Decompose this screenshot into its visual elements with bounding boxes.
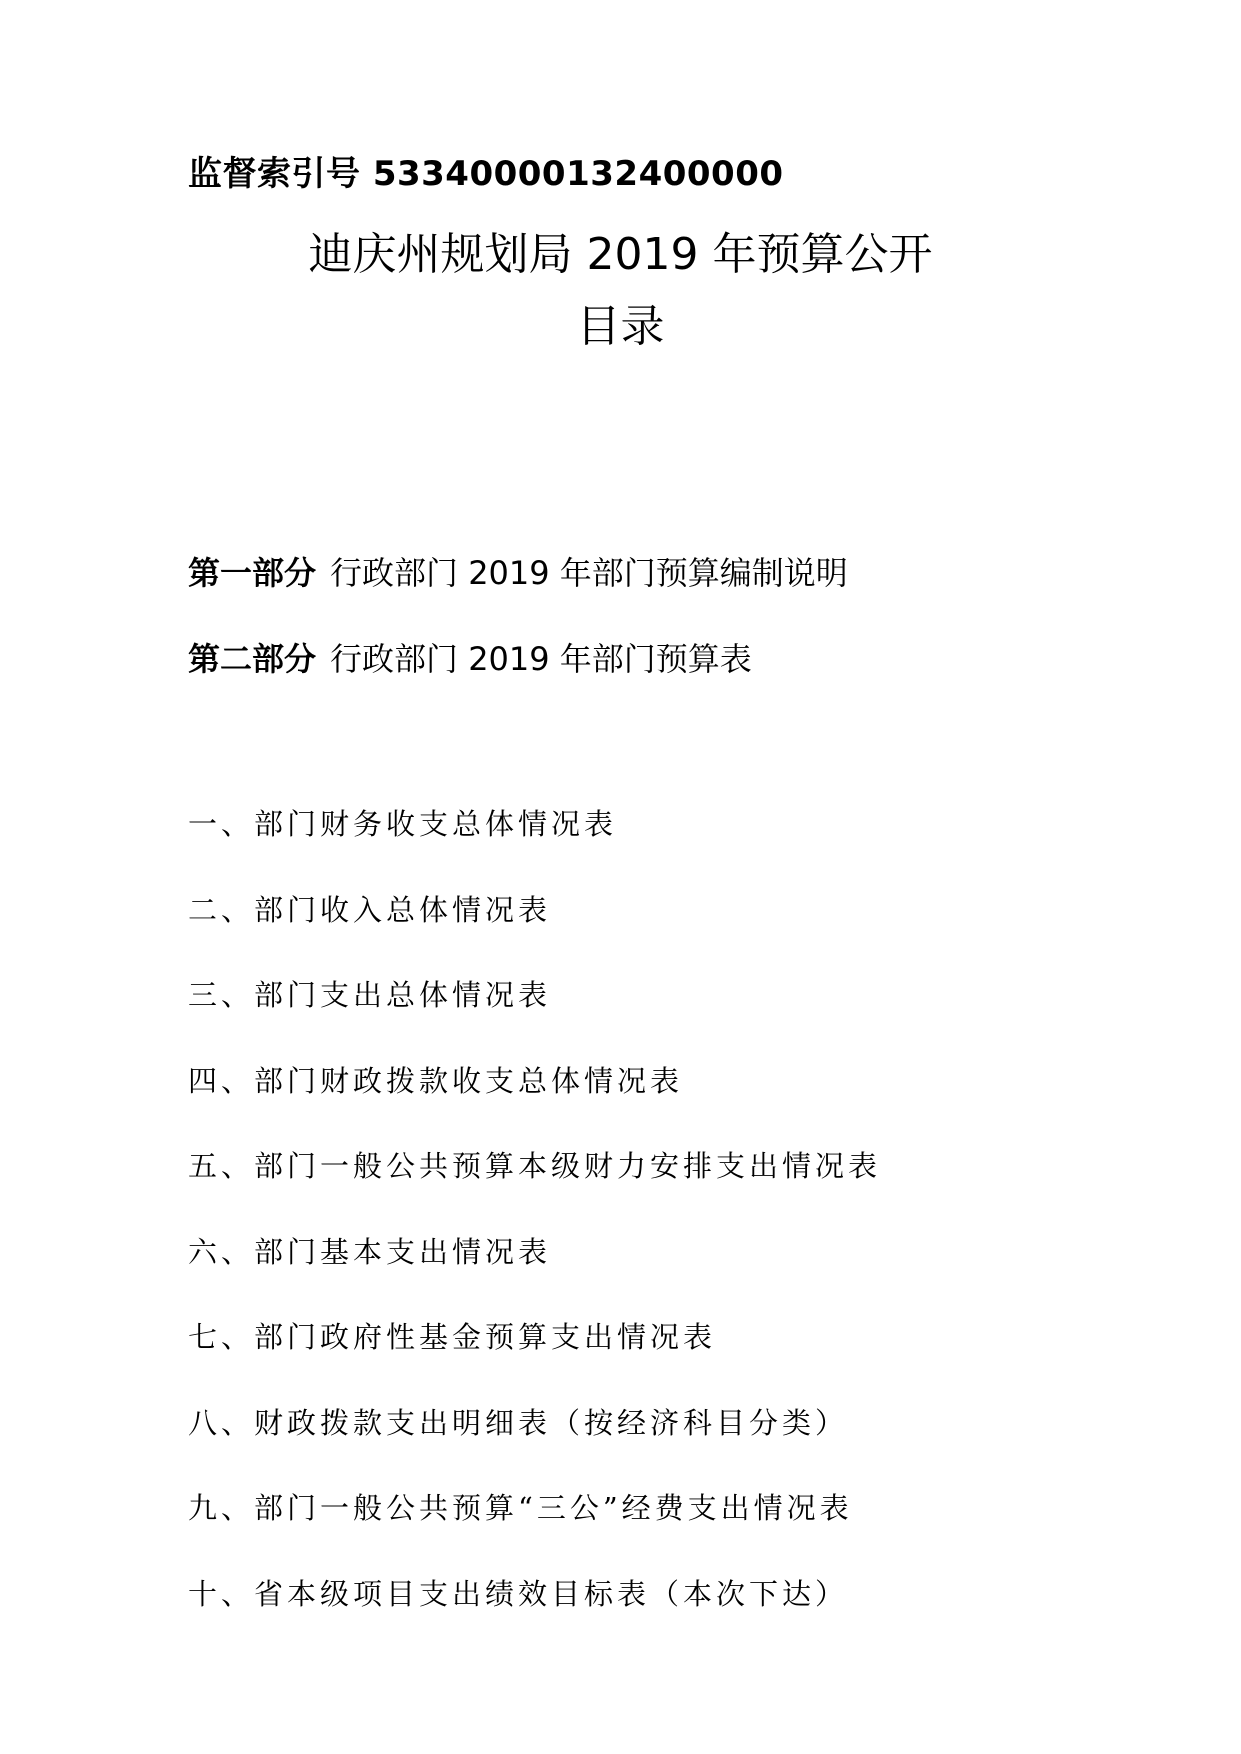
toc-item: 四、部门财政拨款收支总体情况表 [188,1063,684,1098]
toc-item: 十、省本级项目支出绩效目标表（本次下达） [188,1576,849,1611]
part-two-number: 第二部分 [188,640,317,678]
part-one-heading [188,548,848,594]
toc-item: 七、部门政府性基金预算支出情况表 [188,1320,717,1354]
toc-item: 九、部门一般公共预算“三公”经费支出情况表 [188,1491,853,1525]
document-title: 迪庆州规划局 2019 年预算公开 [308,229,933,280]
toc-item: 一、部门财务收支总体情况表 [188,807,618,841]
part-one-number: 第一部分 [188,554,317,592]
toc-item: 三、部门支出总体情况表 [188,978,552,1012]
toc-item: 八、财政拨款支出明细表（按经济科目分类） [188,1405,849,1440]
part-two-heading [188,634,752,680]
part-two-text: 行政部门 2019 年部门预算表 [330,640,752,678]
toc-item: 五、部门一般公共预算本级财力安排支出情况表 [188,1149,882,1183]
toc-item: 二、部门收入总体情况表 [188,892,552,927]
table-of-contents [188,806,881,1661]
document-subtitle: 目录 [576,301,665,352]
part-one-text: 行政部门 2019 年部门预算编制说明 [330,554,848,592]
toc-item: 六、部门基本支出情况表 [188,1234,552,1269]
index-number: 监督索引号 53340000132400000 [188,154,784,194]
